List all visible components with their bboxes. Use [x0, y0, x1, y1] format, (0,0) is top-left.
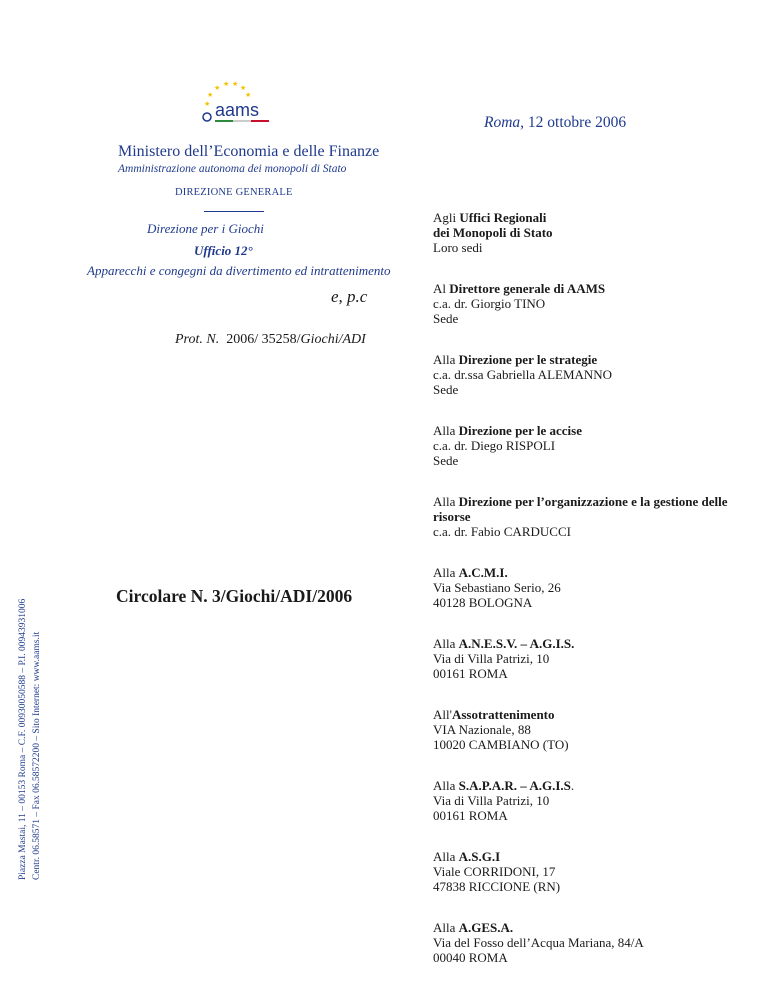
epc-label: e, p.c: [331, 287, 368, 306]
recipient-title-cont: dei Monopoli di Stato: [433, 225, 553, 240]
letter-date: [484, 114, 626, 132]
recipient-address-line: Sede: [433, 382, 459, 397]
recipient-title: Direzione per le strategie: [458, 352, 598, 367]
recipient-name: [433, 778, 763, 793]
prot-label: Prot. N.: [175, 332, 220, 347]
recipient-prefix: All': [433, 707, 452, 722]
recipient-block: [433, 494, 763, 539]
recipient-name: [433, 707, 763, 722]
direction-name: DIREZIONE GENERALE: [175, 187, 293, 198]
recipient-prefix: Alla: [433, 778, 459, 793]
recipient-block: [433, 707, 763, 752]
recipient-title: A.N.E.S.V. – A.G.I.S.: [458, 636, 575, 651]
recipient-block: [433, 778, 763, 823]
recipient-prefix: Al: [433, 281, 450, 296]
logo-text: aams: [215, 100, 260, 120]
recipient-prefix: Alla: [433, 352, 459, 367]
recipient-title: Direttore generale di AAMS: [449, 281, 606, 296]
recipient-prefix: Alla: [433, 423, 459, 438]
recipient-name: [433, 494, 763, 524]
address-line: Piazza Mastai, 11 – 00153 Roma – C.F. 00930050588 – P.I. 00943931006: [18, 598, 28, 880]
recipient-name: [433, 210, 763, 225]
recipient-prefix: Alla: [433, 636, 459, 651]
recipient-block: [433, 281, 763, 326]
recipient-address-line: VIA Nazionale, 88: [433, 722, 531, 737]
recipient-suffix: .: [570, 778, 575, 793]
recipient-block: [433, 210, 763, 255]
date-value: 12 ottobre 2006: [524, 114, 627, 131]
svg-text:★: ★: [207, 91, 214, 99]
aams-logo: [190, 80, 280, 130]
svg-text:★: ★: [240, 84, 247, 92]
svg-text:★: ★: [214, 84, 221, 92]
recipient-prefix: Alla: [433, 494, 459, 509]
recipient-block: [433, 636, 763, 681]
recipient-address-line: 10020 CAMBIANO (TO): [433, 737, 569, 752]
recipient-address-line: Via Sebastiano Serio, 26: [433, 580, 561, 595]
recipient-title: Uffici Regionali: [459, 210, 547, 225]
recipient-address-line: c.a. dr. Fabio CARDUCCI: [433, 524, 571, 539]
recipient-prefix: Alla: [433, 920, 459, 935]
protocol-number: [175, 332, 366, 348]
ministry-name: Ministero dell’Economia e delle Finanze: [118, 143, 380, 160]
recipient-block: [433, 423, 763, 468]
contact-line: Centr. 06.58571 – Fax 06.58572200 – Sito Internet: www.aams.it: [32, 631, 42, 880]
recipient-title: A.GES.A.: [458, 920, 514, 935]
footer-address-sidebar: [16, 540, 46, 880]
recipient-name: [433, 565, 763, 580]
unit-name: Apparecchi e congegni da divertimento ed intrattenimento: [87, 263, 391, 278]
prot-adi: /ADI: [338, 332, 366, 347]
recipient-name: [433, 281, 763, 296]
recipient-address-line: 00161 ROMA: [433, 808, 508, 823]
recipient-prefix: Alla: [433, 849, 459, 864]
recipient-address-line: c.a. dr. Diego RISPOLI: [433, 438, 556, 453]
recipient-name: [433, 920, 763, 935]
recipient-address-line: Via del Fosso dell’Acqua Mariana, 84/A: [433, 935, 644, 950]
date-city: Roma,: [484, 114, 525, 131]
recipient-prefix: Alla: [433, 565, 459, 580]
recipient-address-line: Sede: [433, 453, 459, 468]
svg-text:★: ★: [245, 91, 252, 99]
recipient-title: A.S.G.I: [458, 849, 501, 864]
prot-giochi: Giochi: [300, 332, 339, 347]
divider: [204, 211, 264, 212]
recipient-title: A.C.M.I.: [458, 565, 508, 580]
recipient-block: [433, 352, 763, 397]
recipients-list: [433, 210, 763, 991]
recipient-address-line: Via di Villa Patrizi, 10: [433, 793, 550, 808]
prot-number: 2006/ 35258/: [226, 332, 301, 347]
recipient-prefix: Agli: [433, 210, 460, 225]
recipient-name: [433, 352, 763, 367]
recipient-address-line: 00161 ROMA: [433, 666, 508, 681]
office-name: Ufficio 12°: [194, 243, 253, 258]
recipient-address-line: Via di Villa Patrizi, 10: [433, 651, 550, 666]
recipient-address-line: Viale CORRIDONI, 17: [433, 864, 556, 879]
recipient-title: Direzione per le accise: [458, 423, 582, 438]
recipient-title: Assotrattenimento: [451, 707, 555, 722]
recipient-name: [433, 636, 763, 651]
recipient-address-line: Sede: [433, 311, 459, 326]
recipient-title: Direzione per l’organizzazione e la gestione delle risorse: [433, 494, 728, 524]
recipient-address-line: Loro sedi: [433, 240, 483, 255]
recipient-address-line: 47838 RICCIONE (RN): [433, 879, 561, 894]
recipient-address-line: 00040 ROMA: [433, 950, 508, 965]
recipient-address-line: 40128 BOLOGNA: [433, 595, 533, 610]
recipient-block: [433, 565, 763, 610]
recipient-title: S.A.P.A.R. – A.G.I.S: [458, 778, 571, 793]
recipient-block: [433, 920, 763, 965]
recipient-block: [433, 849, 763, 894]
agency-name: Amministrazione autonoma dei monopoli di Stato: [118, 163, 347, 175]
svg-text:★: ★: [232, 80, 239, 88]
recipient-address-line: c.a. dr.ssa Gabriella ALEMANNO: [433, 367, 613, 382]
svg-text:★: ★: [223, 80, 230, 88]
recipient-name: [433, 423, 763, 438]
recipient-address-line: c.a. dr. Giorgio TINO: [433, 296, 546, 311]
recipient-name: [433, 849, 763, 864]
department-name: Direzione per i Giochi: [147, 221, 264, 236]
circular-title: Circolare N. 3/Giochi/ADI/2006: [116, 586, 353, 606]
svg-text:★: ★: [204, 100, 211, 108]
